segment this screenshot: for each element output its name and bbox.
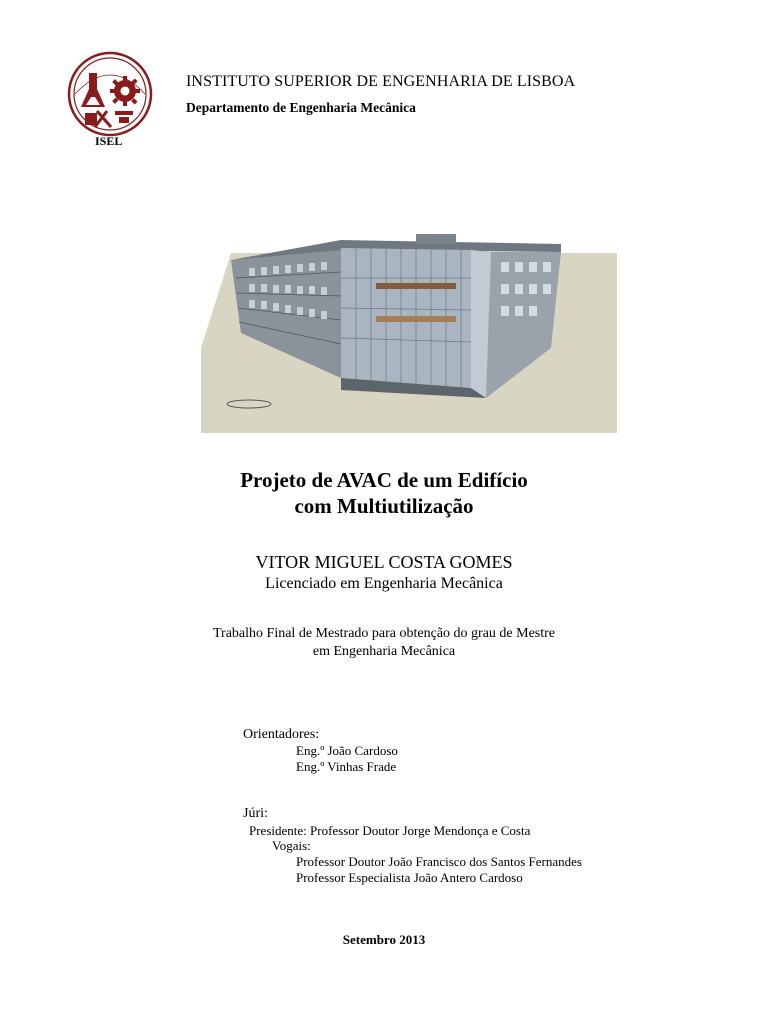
supervisor-name: Eng.º Vinhas Frade [296, 759, 397, 774]
department-name: Departamento de Engenharia Mecânica [186, 100, 416, 115]
thesis-description-line-1: Trabalho Final de Mestrado para obtenção do grau de Mestre [213, 626, 555, 641]
jury-president: Presidente: Professor Doutor Jorge Mendonça e Costa [249, 823, 531, 838]
isel-logo [67, 51, 153, 137]
thesis-description-line-2: em Engenharia Mecânica [312, 644, 456, 659]
author-degree: Licenciado em Engenharia Mecânica [265, 575, 503, 592]
building-render-image [201, 228, 617, 433]
supervisors-heading: Orientadores: [243, 727, 320, 742]
institute-name: INSTITUTO SUPERIOR DE ENGENHARIA DE LISBOA [186, 73, 576, 90]
jury-members-heading: Vogais: [272, 838, 311, 853]
logo-abbreviation: ISEL [95, 134, 123, 148]
jury-member: Professor Especialista João Antero Cardoso [296, 870, 523, 885]
author-name: VITOR MIGUEL COSTA GOMES [255, 552, 513, 572]
publication-date: Setembro 2013 [342, 932, 426, 947]
jury-heading: Júri: [243, 806, 268, 821]
thesis-title-line-2: com Multiutilização [294, 494, 474, 518]
supervisor-name: Eng.º João Cardoso [296, 743, 398, 758]
thesis-title-line-1: Projeto de AVAC de um Edifício [240, 468, 528, 492]
jury-member: Professor Doutor João Francisco dos Santos Fernandes [296, 854, 582, 869]
